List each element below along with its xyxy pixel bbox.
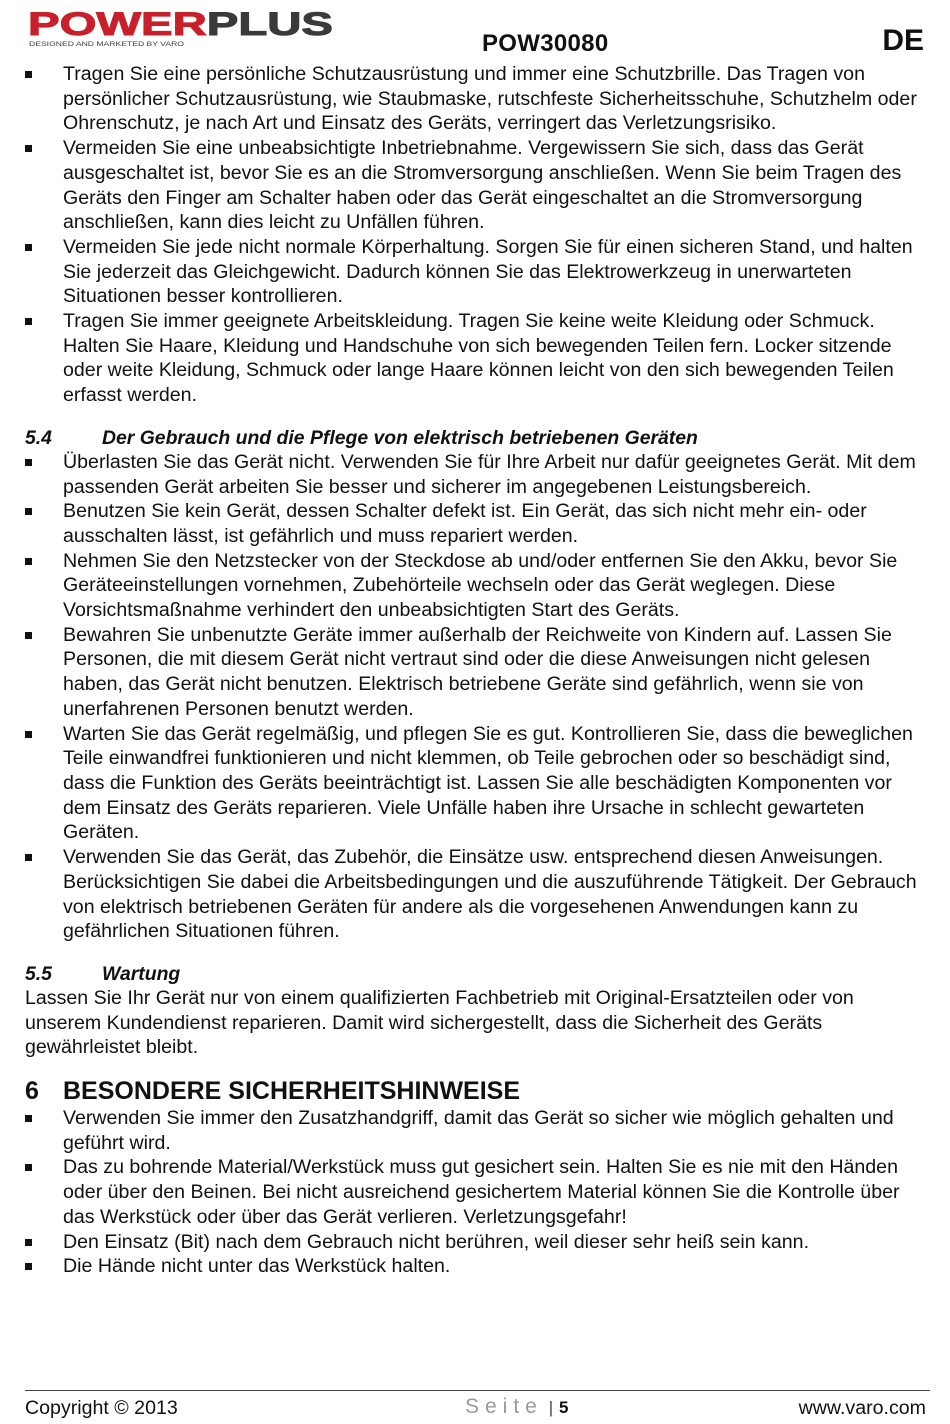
- section-6-bullet-list: [25, 1106, 930, 1279]
- square-bullet-icon: [25, 1164, 32, 1171]
- list-item: [25, 499, 930, 548]
- footer-divider: [25, 1390, 930, 1391]
- chapter-heading-6: [25, 1076, 930, 1106]
- list-item: [25, 235, 930, 309]
- list-item-text: Warten Sie das Gerät regelmäßig, und pflegen Sie es gut. Kontrollieren Sie, dass die beweglichen Teile einwandfrei funktionieren und nicht klemmen, ob Teile gebrochen oder so beschädigt sind, dass die Funktion des Geräts beeinträchtigt ist. Lassen Sie alle beschädigten Komponenten vor dem Einsatz des Geräts reparieren. Viele Unfälle haben ihre Ursache in schlecht gewarteten Geräten.: [63, 722, 913, 844]
- svg-text:DESIGNED AND MARKETED BY VARO: DESIGNED AND MARKETED BY VARO: [29, 41, 184, 48]
- page-separator: |: [548, 1398, 554, 1417]
- square-bullet-icon: [25, 459, 32, 466]
- list-item-text: Tragen Sie eine persönliche Schutzausrüstung und immer eine Schutzbrille. Das Tragen von persönlicher Schutzausrüstung, wie Staubmaske, rutschfeste Sicherheitsschuhe, Schutzhelm oder Ohrenschutz, je nach Art und Einsatz des Geräts, verringert das Verletzungsrisiko.: [63, 63, 917, 135]
- list-item-text: Die Hände nicht unter das Werkstück halten.: [63, 1255, 451, 1278]
- list-item: [25, 1254, 930, 1279]
- list-item-text: Tragen Sie immer geeignete Arbeitskleidung. Tragen Sie keine weite Kleidung oder Schmuck. Halten Sie Haare, Kleidung und Handschuhe von sich bewegenden Teilen fern. Locker sitzende oder weite Kleidung, Schmuck oder lange Haare können leicht von den sich bewegenden Teilen erfasst werden.: [63, 310, 894, 407]
- list-item: [25, 549, 930, 623]
- square-bullet-icon: [25, 244, 32, 251]
- footer-copyright: Copyright © 2013: [25, 1397, 178, 1419]
- square-bullet-icon: [25, 632, 32, 639]
- list-item-text: Überlasten Sie das Gerät nicht. Verwenden Sie für Ihre Arbeit nur dafür geeignetes Gerät. Mit dem passenden Gerät arbeiten Sie besser und sicherer im angegebenen Leistungsbereich.: [63, 450, 916, 498]
- square-bullet-icon: [25, 854, 32, 861]
- section-number: 5.4: [25, 426, 52, 449]
- section-title: Der Gebrauch und die Pflege von elektrisch betriebenen Geräten: [102, 426, 698, 449]
- list-item-text: Vermeiden Sie eine unbeabsichtigte Inbetriebnahme. Vergewissern Sie sich, dass das Gerät ausgeschaltet ist, bevor Sie es an die Stromversorgung anschließen. Wenn Sie beim Tragen des Geräts den Finger am Schalter haben oder das Gerät eingeschaltet an die Stromversorgung anschließen, kann dies leicht zu Unfällen führen.: [63, 137, 902, 234]
- list-item: [25, 1155, 930, 1229]
- section-heading-5-5: [25, 962, 930, 986]
- list-item: [25, 136, 930, 235]
- list-item-text: Das zu bohrende Material/Werkstück muss gut gesichert sein. Halten Sie es nie mit den Händen oder über den Beinen. Bei nicht ausreichend gesichertem Material können Sie die Kontrolle über das Werkstück oder über das Gerät verlieren. Verletzungsgefahr!: [63, 1156, 900, 1228]
- page-number: 5: [558, 1398, 569, 1417]
- list-item-text: Den Einsatz (Bit) nach dem Gebrauch nicht berühren, weil dieser sehr heiß sein kann.: [63, 1230, 810, 1253]
- square-bullet-icon: [25, 731, 32, 738]
- list-item-text: Bewahren Sie unbenutzte Geräte immer außerhalb der Reichweite von Kindern auf. Lassen Sie Personen, die mit diesem Gerät nicht vertraut sind oder die diese Anweisungen nicht gelesen haben, das Gerät nicht benutzen. Elektrisch betriebene Geräte sind gefährlich, wenn sie von unerfahrenen Personen benutzt werden.: [63, 623, 892, 720]
- square-bullet-icon: [25, 318, 32, 325]
- document-body: [25, 62, 930, 1279]
- section-number: 5.5: [25, 962, 52, 985]
- list-item: [25, 450, 930, 499]
- square-bullet-icon: [25, 508, 32, 515]
- square-bullet-icon: [25, 145, 32, 152]
- section-title: Wartung: [102, 962, 181, 985]
- list-item-text: Verwenden Sie immer den Zusatzhandgriff, damit das Gerät so sicher wie möglich gehalten und geführt wird.: [63, 1107, 894, 1154]
- chapter-title: BESONDERE SICHERHEITSHINWEISE: [63, 1077, 521, 1106]
- model-number: POW30080: [482, 30, 609, 57]
- svg-text:POWERPLUS: POWER PLUS: [28, 8, 293, 42]
- list-item-text: Benutzen Sie kein Gerät, dessen Schalter defekt ist. Ein Gerät, das sich nicht mehr ein- oder ausschalten lässt, ist gefährlich und muss repariert werden.: [63, 500, 867, 547]
- list-item: [25, 1230, 930, 1255]
- powerplus-logo: [28, 8, 338, 48]
- list-item-text: Verwenden Sie das Gerät, das Zubehör, die Einsätze usw. entsprechend diesen Anweisungen. Berücksichtigen Sie dabei die Arbeitsbedingungen und die auszuführende Tätigkeit. Der Gebrauch von elektrisch betriebenen Geräten für andere als die vorgesehenen Anwendungen kann zu gefährlichen Situationen führen.: [63, 846, 917, 943]
- list-item: [25, 845, 930, 944]
- square-bullet-icon: [25, 1115, 32, 1122]
- square-bullet-icon: [25, 1239, 32, 1246]
- footer-website: www.varo.com: [798, 1397, 926, 1419]
- list-item-text: Vermeiden Sie jede nicht normale Körperhaltung. Sorgen Sie für einen sicheren Stand, und halten Sie jederzeit das Gleichgewicht. Dadurch können Sie das Elektrowerkzeug in unerwarteten Situationen besser kontrollieren.: [63, 235, 913, 308]
- list-item-text: Nehmen Sie den Netzstecker von der Steckdose ab und/oder entfernen Sie den Akku, bevor Sie Geräteeinstellungen vornehmen, Zubehörteile wechseln oder das Gerät weglegen. Diese Vorsichtsmaßnahme verhindert den unbeabsichtigten Start des Geräts.: [63, 549, 898, 622]
- square-bullet-icon: [25, 1263, 32, 1270]
- square-bullet-icon: [25, 71, 32, 78]
- language-code: DE: [882, 24, 924, 57]
- section-heading-5-4: [25, 426, 930, 450]
- footer-page-indicator: [465, 1395, 568, 1419]
- powerplus-logo-graphic: [28, 8, 338, 48]
- section-5-5-paragraph: Lassen Sie Ihr Gerät nur von einem qualifizierten Fachbetrieb mit Original-Ersatzteilen oder von unserem Kundendienst reparieren. Damit wird sichergestellt, dass die Sicherheit des Geräts gewährleistet bleibt.: [25, 986, 854, 1059]
- page-label: Seite: [465, 1395, 543, 1418]
- list-item: [25, 62, 930, 136]
- intro-bullet-list: [25, 62, 930, 408]
- section-5-4-bullet-list: [25, 450, 930, 944]
- square-bullet-icon: [25, 558, 32, 565]
- list-item: [25, 623, 930, 722]
- list-item: [25, 722, 930, 846]
- list-item: [25, 309, 930, 408]
- chapter-number: 6: [25, 1077, 39, 1106]
- list-item: [25, 1106, 930, 1155]
